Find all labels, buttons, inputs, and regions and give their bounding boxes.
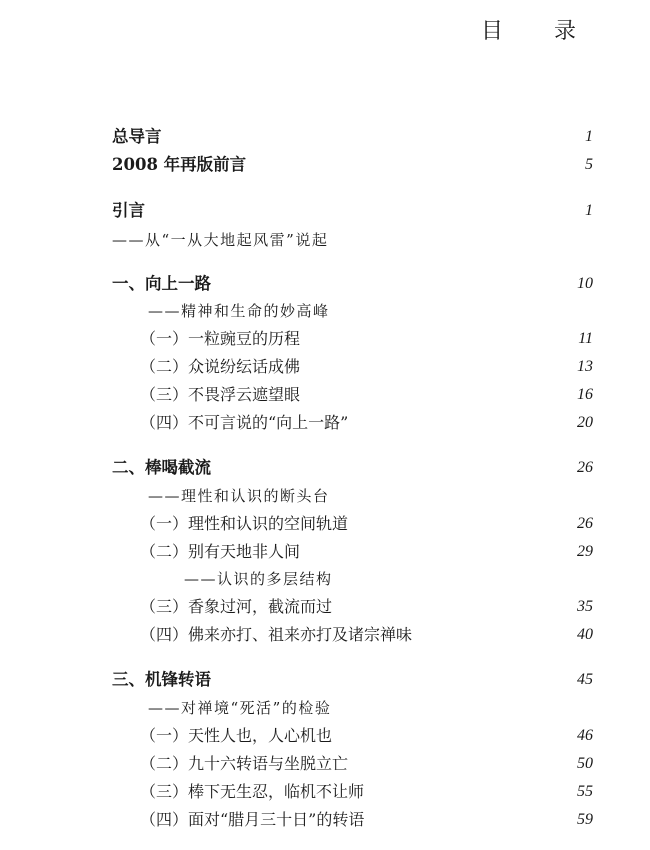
toc-entry-page: 1 — [585, 202, 593, 219]
toc-entry-title: 二、棒喝截流 — [112, 458, 211, 477]
toc-chapter-2[interactable] — [0, 456, 650, 480]
toc-entry-title: （三）棒下无生忍，临机不让师 — [140, 782, 365, 801]
toc-entry-page: 46 — [577, 727, 593, 744]
toc-entry-title: （四）不可言说的“向上一路” — [140, 413, 349, 432]
toc-section-3-1[interactable] — [0, 724, 650, 748]
toc-entry-title: （一）一粒豌豆的历程 — [140, 329, 301, 348]
toc-section-1-4[interactable] — [0, 411, 650, 435]
toc-entry-subtitle-text: ——认识的多层结构 — [184, 570, 333, 588]
toc-section-1-3[interactable] — [0, 383, 650, 407]
toc-entry-page: 50 — [577, 755, 593, 772]
toc-entry-page: 55 — [577, 783, 593, 800]
toc-entry-page: 5 — [585, 156, 593, 173]
toc-section-2-1[interactable] — [0, 512, 650, 536]
toc-entry-title: （三）香象过河，截流而过 — [140, 597, 333, 616]
page-title: 目 录 — [481, 19, 598, 44]
toc-entry-subtitle-text: ——精神和生命的妙高峰 — [148, 302, 330, 320]
toc-section-1-2[interactable] — [0, 355, 650, 379]
toc-entry-title: （二）九十六转语与坐脱立亡 — [140, 754, 349, 773]
toc-entry-subtitle-text: ——理性和认识的断头台 — [148, 487, 330, 505]
toc-chapter-1[interactable] — [0, 272, 650, 296]
toc-entry-page: 10 — [577, 275, 593, 292]
toc-entry-introduction[interactable] — [0, 199, 650, 223]
toc-entry-title: 总导言 — [112, 127, 162, 146]
toc-entry-title: （二）别有天地非人间 — [140, 542, 301, 561]
toc-entry-page: 20 — [577, 414, 593, 431]
toc-chapter-3[interactable] — [0, 668, 650, 692]
toc-entry-page: 59 — [577, 811, 593, 828]
toc-entry-title: 引言 — [112, 201, 145, 220]
toc-entry-page: 29 — [577, 543, 593, 560]
toc-section-3-4[interactable] — [0, 808, 650, 832]
toc-entry-page: 45 — [577, 671, 593, 688]
toc-entry-page: 16 — [577, 386, 593, 403]
toc-entry-page: 35 — [577, 598, 593, 615]
toc-entry-page: 11 — [578, 330, 593, 347]
toc-entry-title: （四）面对“腊月三十日”的转语 — [140, 810, 365, 829]
toc-section-2-2[interactable] — [0, 540, 650, 564]
toc-entry-subtitle — [0, 484, 650, 508]
toc-entry-subtitle — [0, 299, 650, 323]
toc-entry-2008-preface[interactable] — [0, 153, 650, 177]
toc-entry-page: 26 — [577, 515, 593, 532]
toc-section-2-4[interactable] — [0, 623, 650, 647]
toc-section-3-2[interactable] — [0, 752, 650, 776]
toc-entry-title: （一）天性人也，人心机也 — [140, 726, 333, 745]
toc-entry-subtitle — [0, 567, 650, 591]
toc-entry-title: （三）不畏浮云遮望眼 — [140, 385, 301, 404]
toc-entry-title: （一）理性和认识的空间轨道 — [140, 514, 349, 533]
toc-section-1-1[interactable] — [0, 327, 650, 351]
toc-entry-title: （二）众说纷纭话成佛 — [140, 357, 301, 376]
toc-entry-page: 13 — [577, 358, 593, 375]
toc-entry-title: 三、机锋转语 — [112, 670, 211, 689]
toc-entry-subtitle-text: ——从“一从大地起风雷”说起 — [112, 231, 329, 249]
toc-entry-page: 1 — [585, 128, 593, 145]
toc-section-2-3[interactable] — [0, 595, 650, 619]
toc-section-3-3[interactable] — [0, 780, 650, 804]
toc-entry-title: （四）佛来亦打、祖来亦打及诸宗禅味 — [140, 625, 413, 644]
toc-entry-title: 2008 年再版前言 — [112, 155, 247, 174]
toc-entry-subtitle-text: ——对禅境“死活”的检验 — [148, 699, 332, 717]
toc-entry-page: 40 — [577, 626, 593, 643]
toc-entry-subtitle — [0, 696, 650, 720]
toc-entry-page: 26 — [577, 459, 593, 476]
toc-entry-general-intro[interactable] — [0, 125, 650, 149]
toc-entry-subtitle — [0, 228, 650, 252]
toc-entry-title: 一、向上一路 — [112, 274, 211, 293]
